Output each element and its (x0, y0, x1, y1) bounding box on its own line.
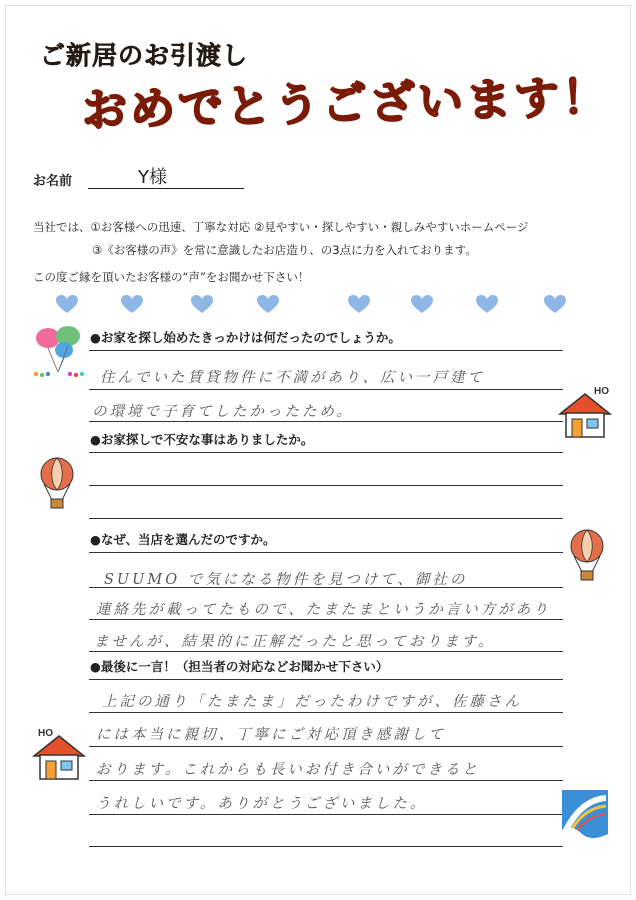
question-2: ●お家探しで不安な事はありましたか。 (90, 432, 314, 447)
answer-4-line-2: には本当に親切、丁寧にご対応頂き感謝して (96, 727, 446, 743)
answer-rule (89, 746, 563, 747)
heart-icon (347, 294, 371, 314)
answer-4-line-3: おります。これからも長いお付き合いができると (96, 762, 480, 778)
question-3: ●なぜ、当店を選んだのですか。 (90, 532, 276, 547)
page-title: おめでとうございます！ (81, 70, 611, 137)
page-subtitle: ご新居のお引渡し (40, 41, 249, 70)
heart-icon (120, 294, 144, 314)
answer-rule (89, 421, 563, 422)
intro-line-3: この度ご縁を頂いたお客様の“声”をお聞かせ下さい！ (33, 270, 310, 284)
answer-rule (89, 350, 563, 351)
heart-icon (410, 294, 434, 314)
heart-icon (55, 294, 79, 314)
rainbow-wave-icon (562, 790, 608, 842)
name-underline (88, 188, 244, 189)
answer-rule (89, 552, 563, 553)
answer-rule (89, 518, 563, 519)
heart-icon (256, 294, 280, 314)
house-icon (30, 726, 88, 784)
answer-rule (89, 452, 563, 453)
question-1: ●お家を探し始めたきっかけは何だったのでしょうか。 (90, 330, 401, 345)
answer-rule (89, 780, 563, 781)
answer-rule (89, 679, 563, 680)
answer-1-line-2: の環境で子育てしたかったため。 (92, 404, 354, 420)
house-icon (556, 384, 614, 442)
heart-icon (475, 294, 499, 314)
heart-icon (543, 294, 567, 314)
answer-rule (89, 485, 563, 486)
customer-name: Y様 (138, 167, 167, 188)
answer-1-line-1: 住んでいた賃貸物件に不満があり、広い一戸建て (100, 370, 485, 386)
intro-line-2: ③《お客様の声》を常に意識したお店造り、の3点に力を入れております。 (92, 243, 477, 257)
answer-rule (89, 619, 563, 620)
answer-4-line-1: 上記の通り「たまたま」だったわけですが、佐藤さん (102, 694, 522, 710)
answer-rule (89, 651, 563, 652)
intro-line-1: 当社では、①お客様への迅速、丁寧な対応 ②見やすい・探しやすい・親しみやすいホームページ (33, 220, 529, 234)
answer-rule (89, 846, 563, 847)
answer-3-line-3: ませんが、結果的に正解だったと思っております。 (94, 634, 496, 650)
answer-rule (89, 389, 563, 390)
name-label: お名前 (33, 174, 73, 189)
answer-4-line-4: うれしいです。ありがとうございました。 (96, 796, 428, 812)
answer-3-line-1: SUUMO で気になる物件を見つけて、御社の (104, 572, 468, 588)
house-sign: HO (594, 386, 609, 397)
hot-air-balloon-icon (566, 526, 608, 586)
house-sign: HO (38, 728, 53, 739)
answer-rule (89, 587, 563, 588)
party-balloons-icon (30, 322, 88, 380)
answer-rule (89, 814, 563, 815)
answer-rule (89, 712, 563, 713)
answer-3-line-2: 連絡先が載ってたもので、たまたまというか言い方があり (96, 602, 551, 618)
question-4: ●最後に一言！（担当者の対応などお聞かせ下さい） (90, 659, 389, 674)
heart-icon (190, 294, 214, 314)
hot-air-balloon-icon (36, 454, 78, 514)
